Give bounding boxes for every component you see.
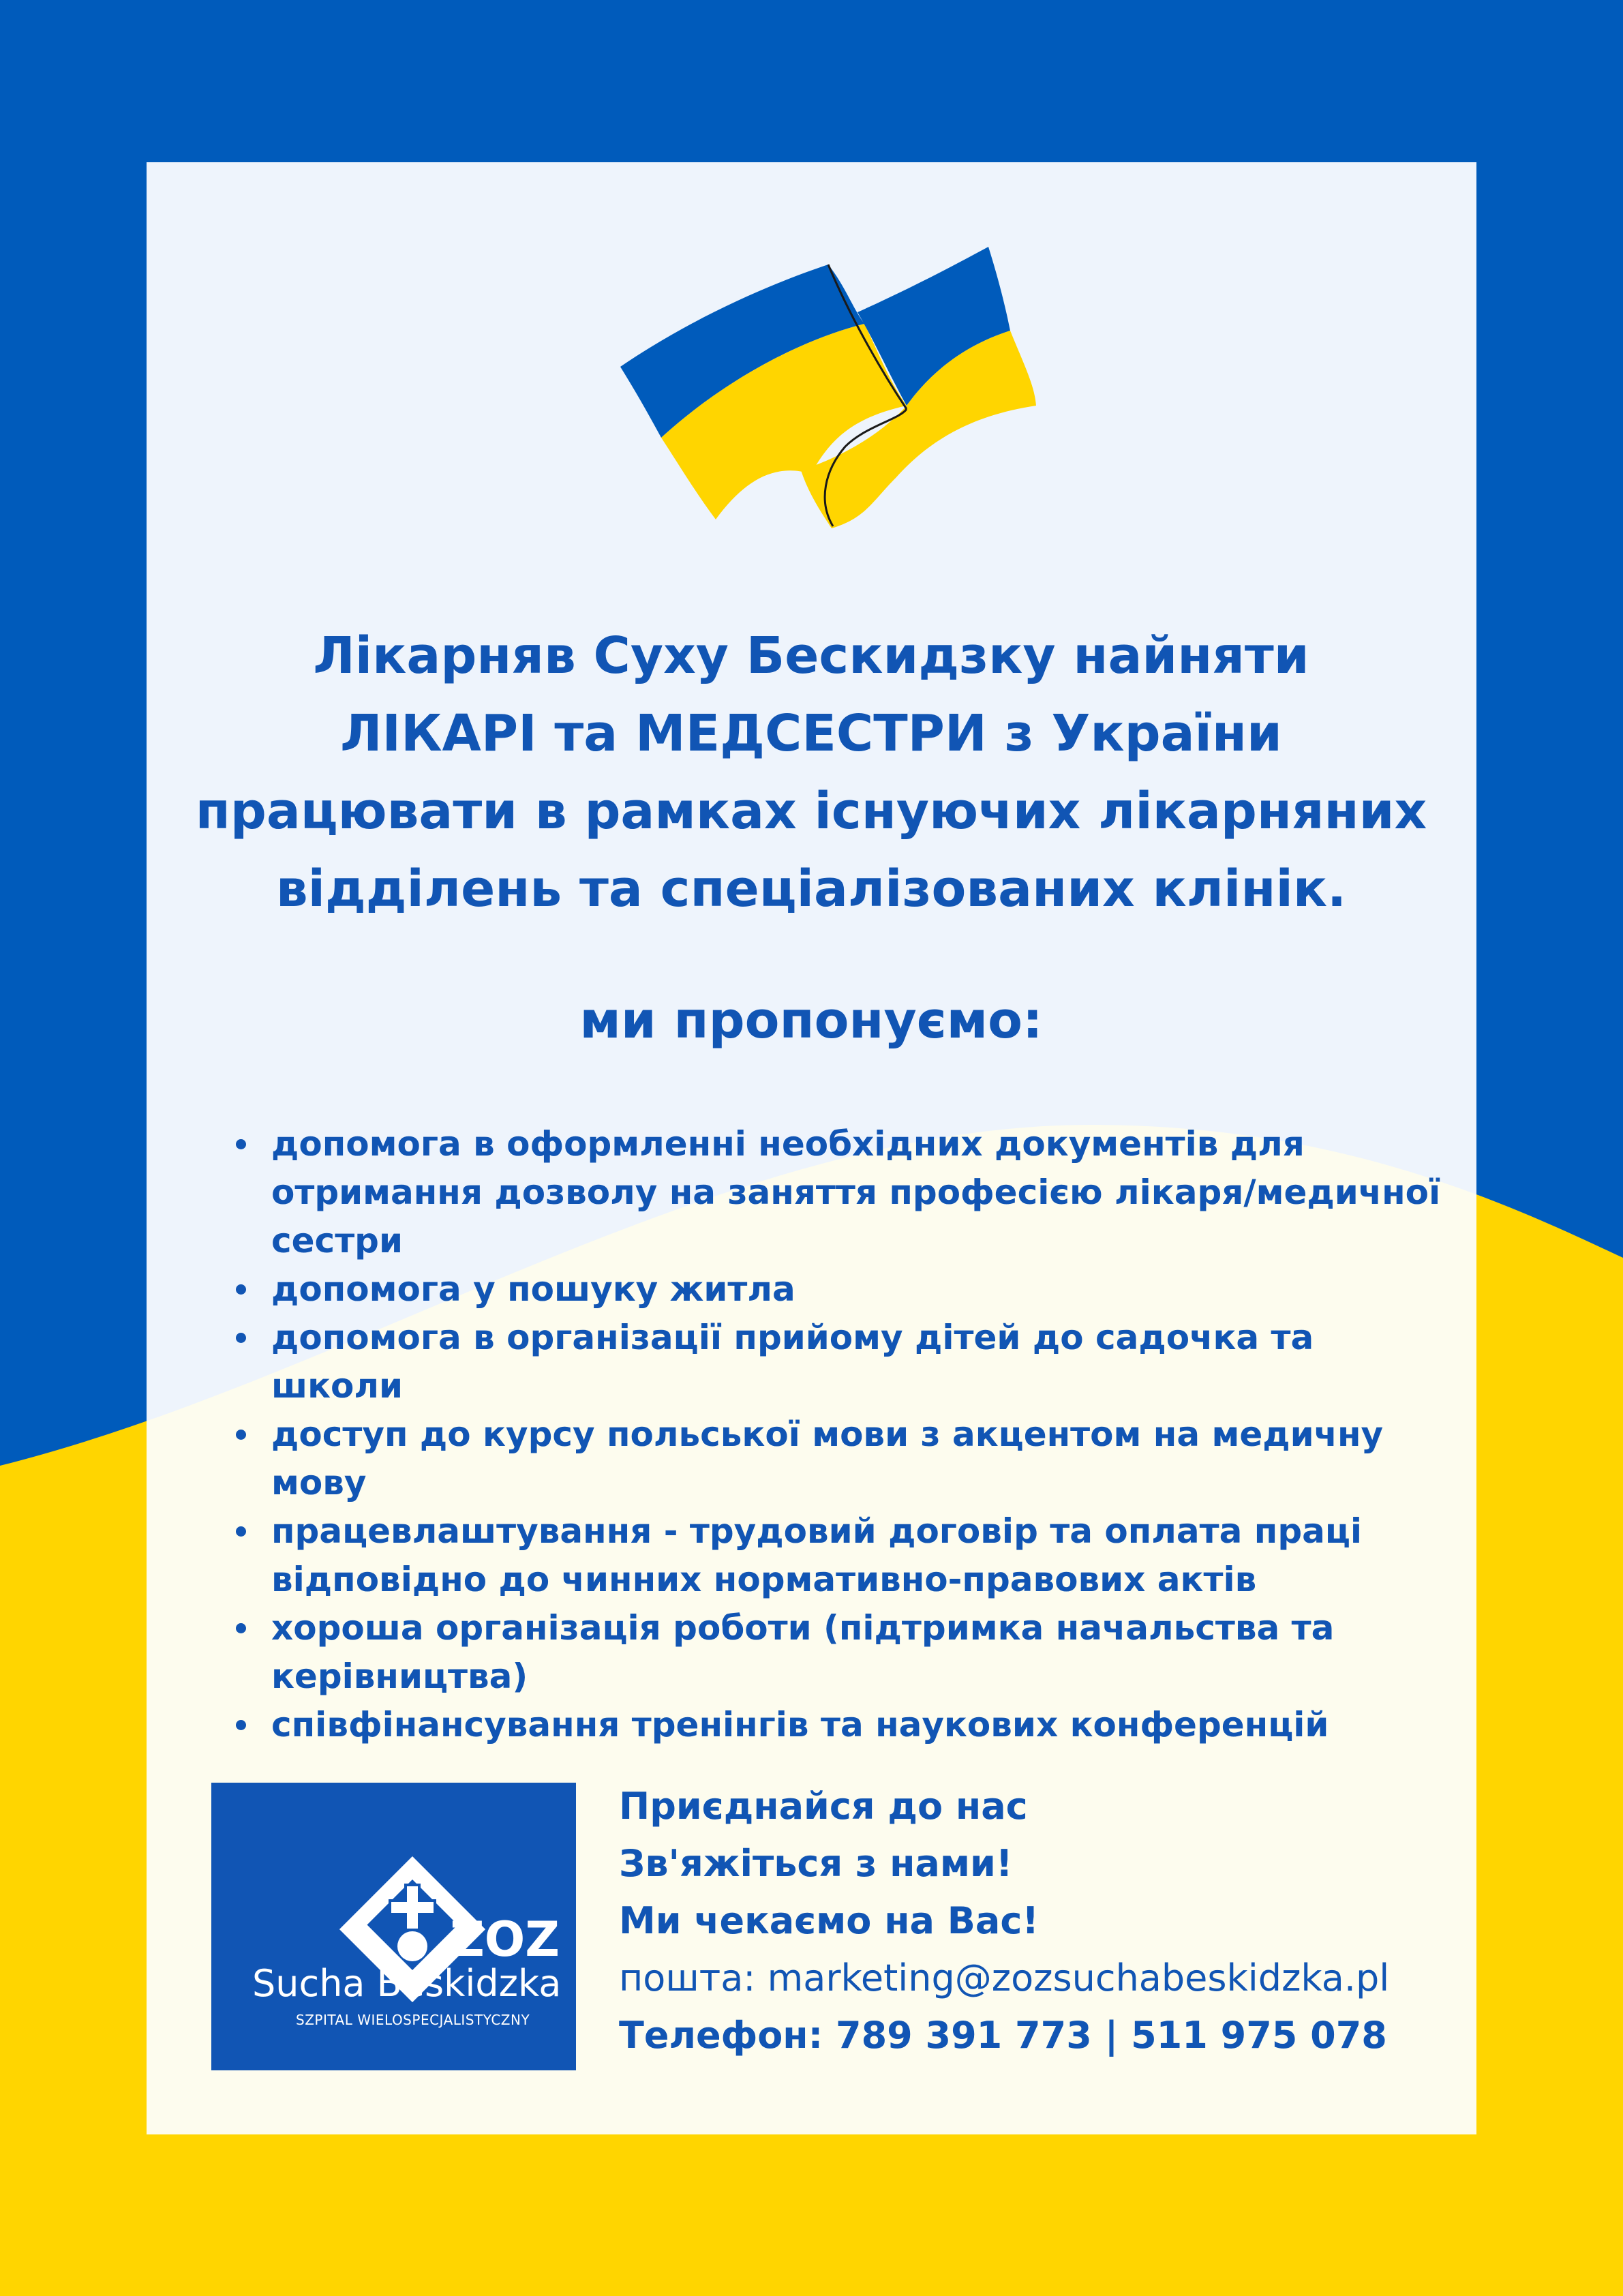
list-item-line: працевлаштування - трудовий договір та оплата праці bbox=[271, 1511, 1363, 1551]
list-item-line: допомога в оформленні необхідних документів для bbox=[271, 1124, 1305, 1164]
heading-line: ЛІКАРІ та МЕДСЕСТРИ з України bbox=[340, 704, 1282, 763]
list-item-line: допомога в організації прийому дітей до садочка та школи bbox=[271, 1318, 1314, 1406]
list-item bbox=[232, 1265, 1445, 1314]
benefits-list bbox=[232, 1120, 1445, 1749]
contact-block bbox=[619, 1778, 1457, 2064]
list-item-line: отримання дозволу на заняття професією лікаря/медичної bbox=[271, 1173, 1441, 1212]
heading-line: працювати в рамках існуючих лікарняних bbox=[195, 782, 1427, 841]
list-item-line: хороша організація роботи (підтримка начальства та bbox=[271, 1608, 1335, 1648]
logo-zoz-text: ZOZ bbox=[450, 1912, 560, 1967]
list-item bbox=[232, 1701, 1445, 1749]
list-item-line: співфінансування тренінгів та наукових конференцій bbox=[271, 1705, 1329, 1744]
list-item bbox=[232, 1120, 1445, 1265]
heading-line: відділень та спеціалізованих клінік. bbox=[275, 860, 1347, 918]
list-item-line: сестри bbox=[271, 1221, 403, 1260]
list-item bbox=[232, 1410, 1445, 1507]
heading-line: Лікарняв Суху Бескидзку найняти bbox=[313, 626, 1309, 685]
list-item bbox=[232, 1314, 1445, 1410]
join-text: Приєднайся до нас bbox=[619, 1785, 1028, 1828]
waiting-text: Ми чекаємо на Вас! bbox=[619, 1899, 1039, 1942]
offer-title: ми пропонуємо: bbox=[579, 991, 1043, 1050]
phone-text[interactable]: Телефон: 789 391 773 | 511 975 078 bbox=[619, 2014, 1387, 2057]
logo-name-text: Sucha Beskidzka bbox=[252, 1962, 562, 2005]
contact-us-text: Зв'яжіться з нами! bbox=[619, 1842, 1013, 1885]
list-item-line: відповідно до чинних нормативно-правових актів bbox=[271, 1560, 1257, 1599]
list-item-line: доступ до курсу польської мови з акцентом на медичну мову bbox=[271, 1415, 1384, 1502]
list-item bbox=[232, 1604, 1445, 1701]
logo-subtitle: SZPITAL WIELOSPECJALISTYCZNY bbox=[296, 2012, 530, 2028]
list-item-line: допомога у пошуку житла bbox=[271, 1269, 795, 1309]
main-heading bbox=[147, 617, 1476, 928]
email-link[interactable]: пошта: marketing@zozsuchabeskidzka.pl bbox=[619, 1957, 1390, 1999]
list-item bbox=[232, 1507, 1445, 1604]
list-item-line: керівництва) bbox=[271, 1657, 528, 1696]
hospital-logo bbox=[211, 1783, 576, 2070]
